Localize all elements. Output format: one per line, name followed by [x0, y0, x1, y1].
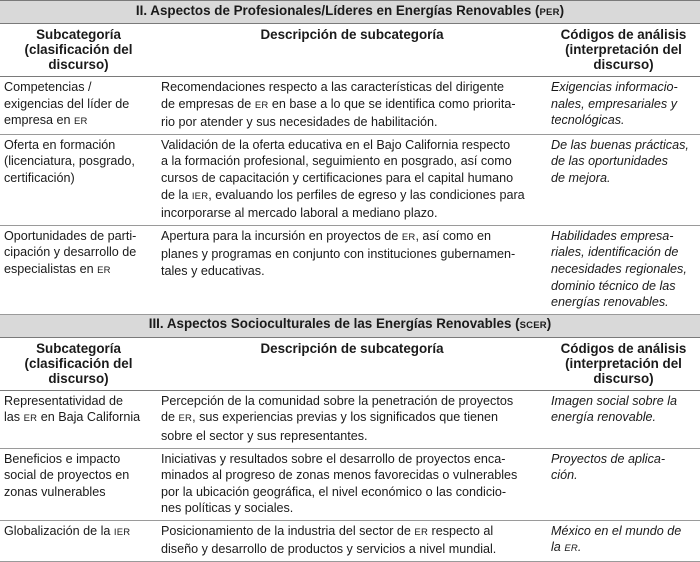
description-cell [157, 225, 547, 314]
abbr-text: ER [23, 413, 38, 425]
description-header [157, 24, 547, 77]
subcategory-header [0, 24, 157, 77]
cell-text: exigencias del líder de [4, 96, 130, 111]
cell-text: Recomendaciones respecto a las características del dirigente [161, 80, 505, 94]
subcategory-header [0, 337, 157, 390]
header-line: (interpretación del [565, 355, 682, 371]
cell-text: . [577, 540, 582, 555]
cell-text: , evaluando los perfiles de egreso y las condiciones para [208, 187, 525, 202]
cell-text: Globalización de la [4, 523, 114, 538]
header-line: Descripción de subcategoría [260, 27, 444, 42]
cell-text: ción. [551, 468, 578, 483]
cell-text: de la [161, 187, 192, 202]
subcategory-cell [0, 225, 157, 314]
abbr-text: IER [113, 526, 131, 538]
abbr-text: ER [178, 413, 193, 425]
cell-text: de las oportunidades [551, 154, 668, 169]
cell-text: De las buenas prácticas, [551, 137, 689, 152]
description-cell [157, 134, 547, 225]
cell-text: tecnológicas. [551, 113, 625, 128]
subcategory-cell [0, 520, 157, 561]
cell-text: México en el mundo de [551, 523, 682, 538]
section-abbr: PER [539, 6, 560, 18]
cell-text: respecto al [428, 523, 494, 538]
abbr-text: ER [254, 99, 269, 111]
header-line: (interpretación del [565, 42, 682, 57]
cell-text: minados al progreso de zonas menos favorecidas o vulnerables [161, 468, 518, 483]
table-row [0, 390, 700, 448]
codes-cell [547, 448, 700, 520]
section-title-text: II. Aspectos de Profesionales/Líderes en Energías Renovables [135, 2, 532, 18]
cell-text: necesidades regionales, [551, 261, 687, 276]
cell-text: Oportunidades de parti- [4, 228, 137, 243]
subcategory-cell [0, 390, 157, 448]
cell-text: Oferta en formación [4, 137, 116, 152]
cell-text: tales y educativas. [161, 263, 265, 278]
cell-text: de [161, 410, 179, 425]
table-row [0, 520, 700, 561]
description-cell [157, 520, 547, 561]
cell-text: nes políticas y sociales. [161, 501, 294, 516]
header-line: discurso) [48, 370, 109, 386]
header-line: (clasificación del [24, 42, 133, 57]
codes-cell [547, 134, 700, 225]
abbr-text: ER [414, 526, 429, 538]
cell-text: especialistas en [4, 261, 98, 276]
cell-text: la [551, 540, 565, 555]
section-abbr: SCER [519, 320, 547, 332]
table-row [0, 77, 700, 135]
cell-text: Apertura para la incursión en proyectos de [161, 228, 402, 243]
table-row [0, 225, 700, 314]
cell-text: por la ubicación geográfica, el nivel económico o las condicio- [161, 484, 507, 499]
cell-text: planes y programas en conjunto con instituciones gubernamen- [161, 247, 516, 262]
cell-text: dominio técnico de las [551, 278, 676, 293]
cell-text: de mejora. [551, 170, 611, 185]
column-header-row [0, 24, 700, 77]
subcategory-cell [0, 134, 157, 225]
cell-text: , así como en [415, 228, 492, 243]
section-title-text: III. Aspectos Socioculturales de las Energías Renovables [148, 316, 512, 332]
header-line: Códigos de análisis [560, 340, 687, 356]
header-line: discurso) [48, 57, 109, 72]
cell-text: en base a lo que se identifica como priorita- [268, 96, 516, 111]
cell-text: rio por atender y sus necesidades de habilitación. [161, 115, 438, 130]
cell-text: empresa en [4, 113, 75, 128]
codes-cell [547, 520, 700, 561]
cell-text: Exigencias informacio- [551, 80, 678, 94]
codes-header [547, 24, 700, 77]
cell-text: cipación y desarrollo de [4, 245, 137, 260]
header-line: discurso) [593, 370, 654, 386]
description-cell [157, 448, 547, 520]
subcategory-cell [0, 448, 157, 520]
cell-text: energías renovables. [551, 295, 669, 310]
abbr-text: ER [401, 231, 416, 243]
description-cell [157, 77, 547, 135]
subcategory-cell [0, 77, 157, 135]
cell-text: las [4, 410, 24, 425]
cell-text: zonas vulnerables [4, 484, 106, 499]
cell-text: Percepción de la comunidad sobre la penetración de proyectos [161, 393, 514, 408]
cell-text: cursos de capacitación y certificaciones para el capital humano [161, 170, 514, 185]
cell-text: Proyectos de aplica- [551, 451, 666, 466]
abbr-text: ER [564, 543, 578, 555]
cell-text: sobre el sector y sus representantes. [161, 428, 368, 443]
codes-cell [547, 390, 700, 448]
cell-text: en Baja California [37, 410, 141, 425]
header-line: Descripción de subcategoría [260, 340, 444, 356]
section-title-row [0, 314, 700, 337]
abbr-text: IER [191, 190, 209, 202]
cell-text: Competencias / [4, 80, 92, 94]
cell-text: riales, identificación de [551, 245, 679, 260]
cell-text: Habilidades empresa- [551, 228, 674, 243]
description-header [157, 337, 547, 390]
cell-text: (licenciatura, posgrado, [4, 154, 135, 169]
section-title: II. Aspectos de Profesionales/Líderes en Energías Renovables (PER) [0, 1, 700, 24]
abbr-text: ER [74, 116, 88, 128]
table-row [0, 448, 700, 520]
codes-header [547, 337, 700, 390]
column-header-row [0, 337, 700, 390]
cell-text: Posicionamiento de la industria del sector de [161, 523, 415, 538]
section-title-row [0, 1, 700, 24]
codes-cell [547, 225, 700, 314]
cell-text: Representatividad de [4, 393, 124, 408]
header-line: (clasificación del [24, 355, 133, 371]
cell-text: diseño y desarrollo de productos y servicios a nivel mundial. [161, 542, 497, 557]
section-title: III. Aspectos Socioculturales de las Energías Renovables (SCER) [0, 314, 700, 337]
cell-text: a la formación profesional, seguimiento en posgrado, así como [161, 154, 512, 169]
cell-text: nales, empresariales y [551, 96, 677, 111]
cell-text: Validación de la oferta educativa en el Bajo California respecto [161, 137, 511, 152]
cell-text: certificación) [4, 170, 75, 185]
cell-text: , sus experiencias previas y los significados que tienen [192, 410, 499, 425]
cell-text: incorporarse al mercado laboral a mediano plazo. [161, 206, 438, 221]
header-line: Códigos de análisis [560, 27, 687, 42]
cell-text: Imagen social sobre la [551, 393, 678, 408]
cell-text: social de proyectos en [4, 468, 130, 483]
description-cell [157, 390, 547, 448]
header-line: Subcategoría [36, 27, 121, 42]
header-line: discurso) [593, 57, 654, 72]
cell-text: Iniciativas y resultados sobre el desarrollo de proyectos enca- [161, 451, 506, 466]
abbr-text: ER [97, 264, 111, 276]
cell-text: Beneficios e impacto [4, 451, 121, 466]
codes-cell [547, 77, 700, 135]
cell-text: energía renovable. [551, 410, 657, 425]
header-line: Subcategoría [36, 340, 121, 356]
table-row [0, 134, 700, 225]
cell-text: de empresas de [161, 96, 255, 111]
